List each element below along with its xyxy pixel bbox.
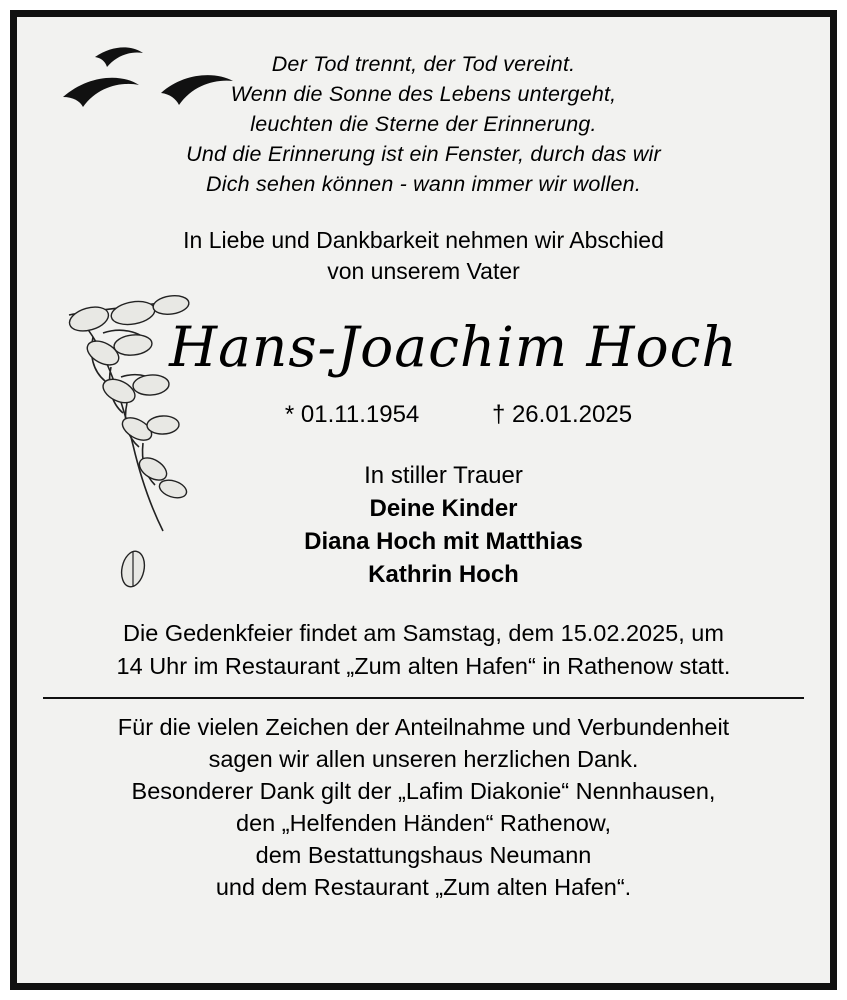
mourning-heading: In stiller Trauer <box>364 462 523 489</box>
deceased-name: Hans-Joachim Hoch <box>169 315 738 379</box>
section-divider <box>43 697 804 699</box>
poem-line: Der Tod trennt, der Tod vereint. <box>271 52 576 76</box>
poem-line: leuchten die Sterne der Erinnerung. <box>250 112 597 136</box>
thanks-block <box>39 711 808 903</box>
intro-line: von unserem Vater <box>327 258 520 284</box>
mourner-name: Diana Hoch mit Matthias <box>304 528 583 555</box>
mourner-name: Kathrin Hoch <box>368 561 519 588</box>
mourner-name: Deine Kinder <box>369 495 518 522</box>
falling-leaf-icon <box>118 549 147 589</box>
ceremony-line: 14 Uhr im Restaurant „Zum alten Hafen“ in Rathenow statt. <box>116 653 731 679</box>
flying-birds-icon <box>43 35 253 145</box>
name-row <box>39 303 808 399</box>
poem-line: Und die Erinnerung ist ein Fenster, durch das wir <box>186 142 661 166</box>
poem-line: Wenn die Sonne des Lebens untergeht, <box>230 82 617 106</box>
intro-text <box>39 225 808 287</box>
intro-line: In Liebe und Dankbarkeit nehmen wir Abschied <box>183 227 664 253</box>
thanks-line: sagen wir allen unseren herzlichen Dank. <box>208 746 639 772</box>
birth-date: * 01.11.1954 <box>284 401 420 428</box>
thanks-line: dem Bestattungshaus Neumann <box>255 842 592 868</box>
thanks-line: und dem Restaurant „Zum alten Hafen“. <box>215 874 632 900</box>
poem-line: Dich sehen können - wann immer wir wollen. <box>206 172 641 196</box>
thanks-line: Für die vielen Zeichen der Anteilnahme und Verbundenheit <box>117 714 730 740</box>
card-frame <box>10 10 837 990</box>
ceremony-info <box>39 617 808 683</box>
ceremony-line: Die Gedenkfeier findet am Samstag, dem 15.02.2025, um <box>123 620 724 646</box>
birch-branch-icon <box>59 293 209 593</box>
thanks-line: den „Helfenden Händen“ Rathenow, <box>236 810 611 836</box>
thanks-line: Besonderer Dank gilt der „Lafim Diakonie“ Nennhausen, <box>131 778 716 804</box>
death-date: † 26.01.2025 <box>491 401 633 428</box>
life-dates <box>39 401 808 429</box>
